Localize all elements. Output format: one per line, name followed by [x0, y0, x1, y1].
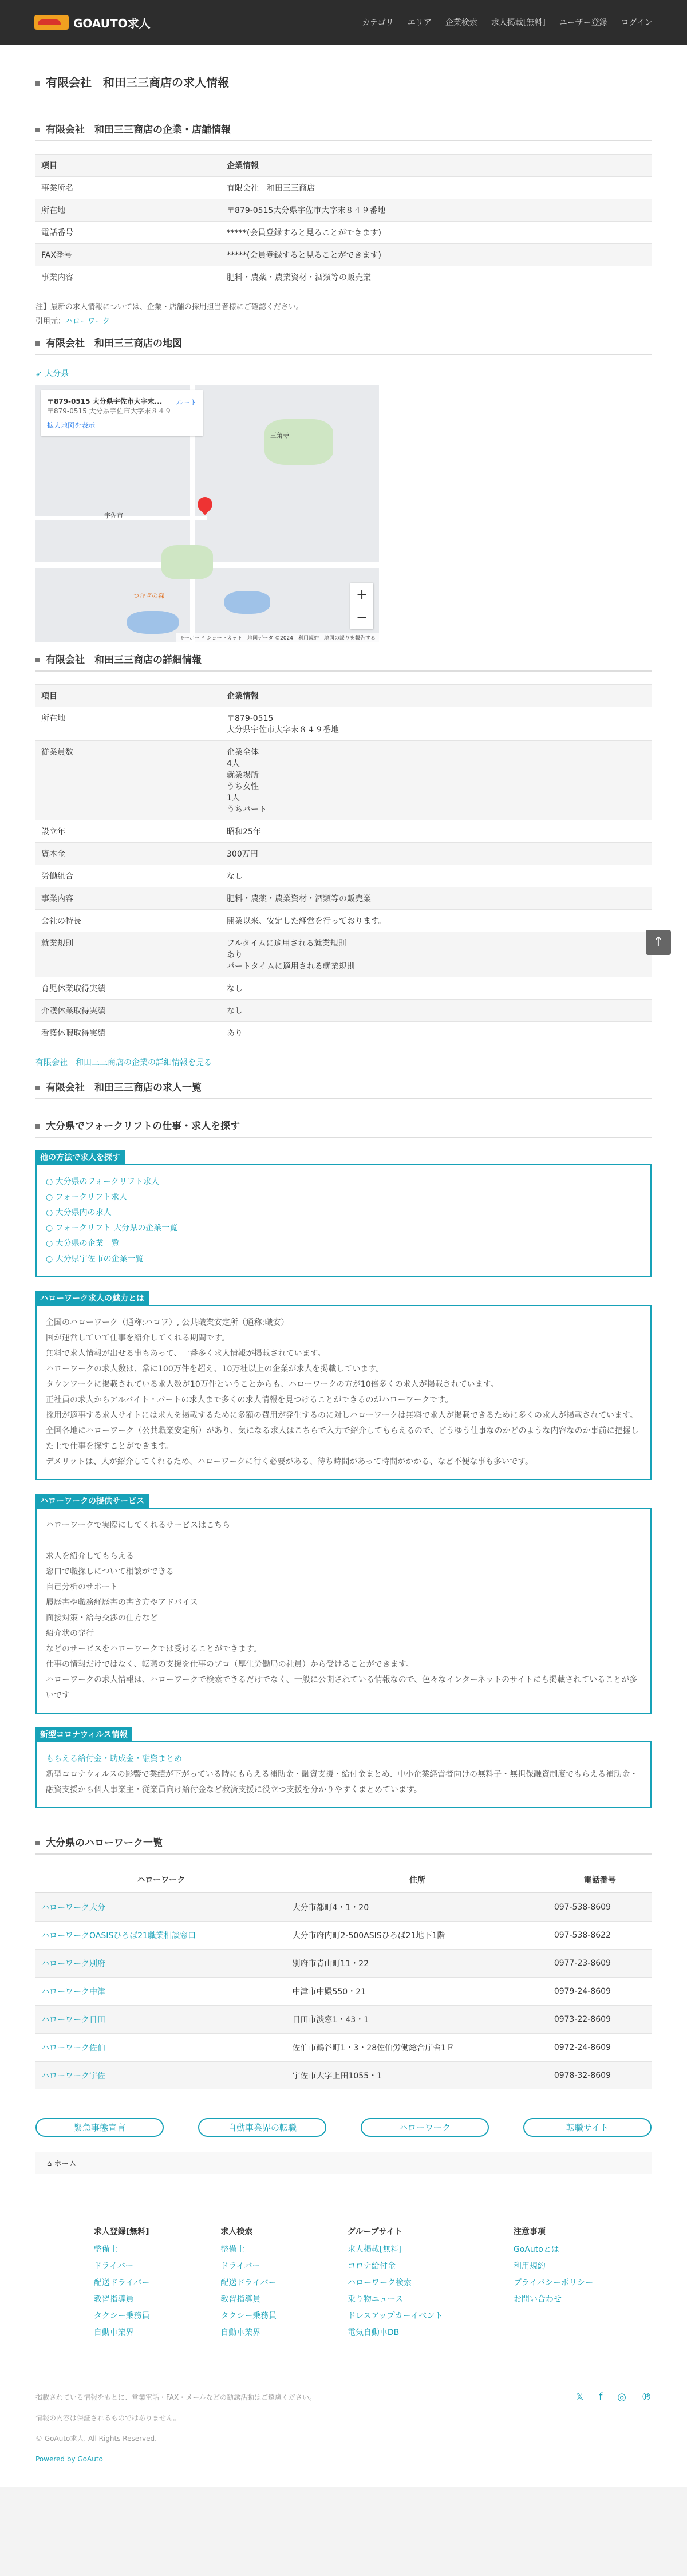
home-icon: ⌂	[47, 2160, 52, 2168]
map-info-card	[41, 390, 203, 436]
pill-links	[35, 2118, 652, 2137]
main-content	[0, 45, 687, 2487]
map-park	[264, 419, 333, 465]
other-search-link[interactable]: フォークリフト求人	[55, 1193, 127, 1202]
map-card-title: 〒879-0515 大分県宇佐市大字末...	[47, 397, 163, 405]
map-label: つむぎの森	[133, 592, 164, 599]
search-jobs-title: 大分県でフォークリフトの仕事・求人を探す	[35, 1114, 652, 1138]
other-search-link[interactable]: 大分県内の求人	[55, 1208, 112, 1217]
nav-company-search[interactable]: 企業検索	[445, 18, 477, 27]
company-info-table: 項目 企業情報 事業所名 有限会社 和田三三商店 所在地 〒879-0515大分県宇佐市大字末８４９番地 電話番号 *****(会員登録すると見ることができます) FAX番号 *****(会員登録すると見ることができます) 事業内容 肥料・農薬・農業資材・酒類等の販売業	[35, 154, 652, 288]
map-park	[161, 545, 213, 579]
table-row: ハローワークOASISひろば21職業相談窓口 大分市府内町2-500ASISひろば21地下1階 097-538-8622	[35, 1922, 652, 1950]
other-search-link[interactable]: フォークリフト 大分県の企業一覧	[55, 1224, 178, 1233]
map-label: 三角寺	[270, 432, 289, 439]
company-info-title: 有限会社 和田三三商店の企業・店舗情報	[35, 118, 652, 141]
hw-appeal-label: ハローワーク求人の魅力とは	[35, 1291, 149, 1305]
pill-job-sites[interactable]: 転職サイト	[523, 2118, 652, 2137]
instagram-icon[interactable]: ◎	[617, 2391, 626, 2403]
covid-box: もらえる給付金・助成金・融資まとめ 新型コロナウィルスの影響で業績が下がっている時にもらえる補助金・融資支援・給付金まとめ、中小企業経営者向けの無料子・無担保融資制度でもらえる補助金・融資支援から個人事業主・従業員向け給付金など救済支援に役立つ支援を分かりやすくまとめています。	[35, 1741, 652, 1808]
map-water	[224, 591, 270, 614]
google-map[interactable]	[35, 385, 379, 642]
tag-icon	[35, 1124, 40, 1129]
hw-appeal-box: 全国のハローワーク（通称:ハロワ）, 公共職業安定所（通称:職安） 国が運営していて仕事を紹介してくれる期間です。 無料で求人情報が出せる事もあって、一番多く求人情報が掲載されています。 ハローワークの求人数は、常に100万件を超え、10万社以上の企業が求人を掲載しています。 タウンワークに掲載されている求人数が10万件ということからも、ハローワークの方が10倍多くの求人が掲載されています。 正社員の求人からアルバイト・パートの求人まで多くの求人情報を見つけることができるのがハローワークです。 採用が適事する求人サイトには求人を掲載するために多額の費用が発生するのに対しハローワークは無料で求人が掲載できるために多くの求人が掲載されています。 全国各地にハローワーク（公共職業安定所）があり、気になる求人はこちらで入力で紹介してもらえるので、どうゆう仕事なのかどのような内容なのか事前に把握した上で仕事を探すことができます。 デメリットは、人が紹介してくれるため、ハローワークに行く必要がある、待ち時間があって時間がかかる、など不便な事も多いです。	[35, 1305, 652, 1480]
table-row: ハローワーク宇佐 宇佐市大字上田1055・1 0978-32-8609	[35, 2062, 652, 2090]
hw-link[interactable]: ハローワークOASISひろば21職業相談窓口	[41, 1931, 196, 1940]
tag-icon	[35, 81, 40, 86]
map-pin-icon[interactable]	[195, 494, 216, 515]
pill-auto-career[interactable]: 自動車業界の転職	[198, 2118, 326, 2137]
footer-col-notes: 注意事項 GoAutoとは 利用規約 プライバシーポリシー お問い合わせ	[513, 2227, 594, 2304]
hw-link[interactable]: ハローワーク別府	[41, 1959, 105, 1969]
detail-title: 有限会社 和田三三商店の詳細情報	[35, 648, 652, 672]
hw-link[interactable]: ハローワーク佐伯	[41, 2044, 105, 2053]
detail-table: 項目 企業情報 所在地 〒879-0515 大分県宇佐市大字末８４９番地 従業員数 企業全体 4人 就業場所 うち女性 1人 うちパート 設立年 昭和25年 資本金 300万円 労働組合 なし 事業内容 肥料・農薬・農業資材・酒類等の販売業 会社の特長 開業以来、安定した経営を行っております。 就業規則 フルタイムに適用される就業規則 あり パートタイムに適用される就業規則 育児休業取得実績 なし 介護休業取得実績 なし 看護休暇取得実績 あり	[35, 684, 652, 1044]
nav-login[interactable]: ログイン	[621, 18, 653, 27]
facebook-icon[interactable]: f	[598, 2391, 603, 2403]
twitter-icon[interactable]: 𝕏	[575, 2391, 584, 2403]
other-search-box	[35, 1164, 652, 1277]
hw-list-table: ハローワーク 住所 電話番号 ハローワーク大分 大分市都町4・1・20 097-538-8609 ハローワークOASISひろば21職業相談窓口 大分市府内町2-500ASISひろば21地下1階 097-538-8622 ハローワーク別府 別府市青山町11・22 0977-23-8609 ハローワーク中津 中津市中殿550・21 0979-24-8609 ハローワーク日田 日田市淡窓1・43・1 0973-22-8609 ハローワーク佐伯 佐伯市鶴谷町1・3・28佐伯労働総合庁舎1Ｆ 0972-24-8609 ハローワーク宇佐 宇佐市大字上田1055・1 0978-32-8609	[35, 1867, 652, 2089]
hw-link[interactable]: ハローワーク日田	[41, 2015, 105, 2025]
covid-label: 新型コロナウィルス情報	[35, 1727, 132, 1741]
pinterest-icon[interactable]: ℗	[641, 2391, 652, 2403]
table-row: ハローワーク佐伯 佐伯市鶴谷町1・3・28佐伯労働総合庁舎1Ｆ 0972-24-8609	[35, 2034, 652, 2062]
tag-icon	[35, 1086, 40, 1090]
tag-icon	[35, 128, 40, 132]
nav-category[interactable]: カテゴリ	[362, 18, 394, 27]
social-links	[575, 2387, 652, 2470]
map-card-address: 〒879-0515 大分県宇佐市大字末８４９	[47, 407, 172, 415]
hw-link[interactable]: ハローワーク宇佐	[41, 2072, 105, 2081]
pill-hellowork[interactable]: ハローワーク	[361, 2118, 489, 2137]
nav-post-job[interactable]: 求人掲載[無料]	[491, 18, 546, 27]
other-search-link[interactable]: 大分県の企業一覧	[55, 1239, 120, 1248]
footer-col-register: 求人登録[無料] 整備士 ドライバー 配送ドライバー 教習指導員 タクシー乗務員 自動車業界	[93, 2227, 150, 2337]
scroll-top-button[interactable]: ↑	[646, 930, 671, 955]
other-search-label: 他の方法で求人を探す	[35, 1150, 125, 1164]
map-route-link[interactable]: ルート	[176, 399, 197, 407]
map-zoom-controls[interactable]	[350, 583, 373, 629]
jobs-title: 有限会社 和田三三商店の求人一覧	[35, 1076, 652, 1099]
footer-columns	[35, 2226, 652, 2387]
citation-link[interactable]: ハローワーク	[65, 317, 110, 326]
brand-logo[interactable]	[34, 14, 151, 31]
hw-list-title: 大分県のハローワーク一覧	[35, 1831, 652, 1855]
hw-service-label: ハローワークの提供サービス	[35, 1494, 149, 1508]
nav-user-register[interactable]: ユーザー登録	[559, 18, 607, 27]
nav-links	[362, 17, 653, 28]
footer-col-group: グループサイト 求人掲載[無料] コロナ給付金 ハローワーク検索 乗り物ニュース ドレスアップカーイベント 電気自動車DB	[347, 2227, 443, 2337]
map-water	[127, 611, 179, 634]
hw-link[interactable]: ハローワーク中津	[41, 1987, 105, 1997]
hw-link[interactable]: ハローワーク大分	[41, 1903, 105, 1912]
map-attribution: キーボード ショートカット 地図データ ©2024 利用規約 地図の誤りを報告する	[176, 633, 379, 642]
other-search-link[interactable]: 大分県宇佐市の企業一覧	[55, 1255, 144, 1264]
footer-col-search: 求人検索 整備士 ドライバー 配送ドライバー 教習指導員 タクシー乗務員 自動車業界	[220, 2227, 277, 2337]
car-logo-icon	[34, 15, 69, 30]
nav-area[interactable]: エリア	[407, 18, 432, 27]
map-title: 有限会社 和田三三商店の地図	[35, 332, 652, 355]
footer-bottom: 掲載されている情報をもとに、営業電話・FAX・メールなどの勧誘活動はご遠慮ください。 情報の内容は保証されるものではありません。 © GoAuto求人. All Rights Reserved. Powered by GoAuto 𝕏 f ◎ ℗	[35, 2387, 652, 2470]
navbar	[0, 0, 687, 45]
breadcrumb-home[interactable]: ホーム	[54, 2160, 77, 2168]
map-enlarge-link[interactable]: 拡大地図を表示	[47, 421, 96, 429]
citation: 引用元：ハローワーク	[35, 317, 110, 326]
tag-icon	[35, 1841, 40, 1845]
covid-link[interactable]: もらえる給付金・助成金・融資まとめ	[46, 1754, 182, 1764]
page-title: 有限会社 和田三三商店の求人情報	[35, 68, 652, 105]
tag-icon	[35, 341, 40, 346]
table-row: ハローワーク日田 日田市淡窓1・43・1 0973-22-8609	[35, 2006, 652, 2034]
table-row: ハローワーク別府 別府市青山町11・22 0977-23-8609	[35, 1950, 652, 1978]
zoom-in-icon: +	[356, 586, 368, 602]
info-note: 注】最新の求人情報については、企業・店舗の採用担当者様にご確認ください。	[35, 303, 303, 311]
table-row: ハローワーク中津 中津市中殿550・21 0979-24-8609	[35, 1978, 652, 2006]
prefecture-link[interactable]: ➶ 大分県	[35, 369, 69, 378]
other-search-link[interactable]: 大分県のフォークリフト求人	[55, 1177, 159, 1186]
pill-emergency[interactable]: 緊急事態宣言	[35, 2118, 164, 2137]
detail-more-link[interactable]: 有限会社 和田三三商店の企業の詳細情報を見る	[35, 1058, 212, 1067]
zoom-out-icon: −	[356, 609, 368, 625]
table-row: ハローワーク大分 大分市都町4・1・20 097-538-8609	[35, 1893, 652, 1922]
map-label: 宇佐市	[104, 512, 123, 519]
brand-name: GOAUTO求人	[73, 16, 151, 30]
breadcrumb	[35, 2152, 652, 2174]
tag-icon	[35, 658, 40, 662]
hw-service-box: ハローワークで実際にしてくれるサービスはこちら 求人を紹介してもらえる 窓口で職探しについて相談ができる 自己分析のサポート 履歴書や職務経歴書の書き方やアドバイス 面接対策・給与交渉の仕方など 紹介状の発行 などのサービスをハローワークでは受けることができます。 仕事の情報だけではなく、転職の支援を仕事のプロ（厚生労働局の社員）から受けることができます。 ハローワークの求人情報は、ハローワークで検索できるだけでなく、一般に公開されている情報なので、色々なインターネットのサイトにも掲載されていることが多いです	[35, 1508, 652, 1714]
